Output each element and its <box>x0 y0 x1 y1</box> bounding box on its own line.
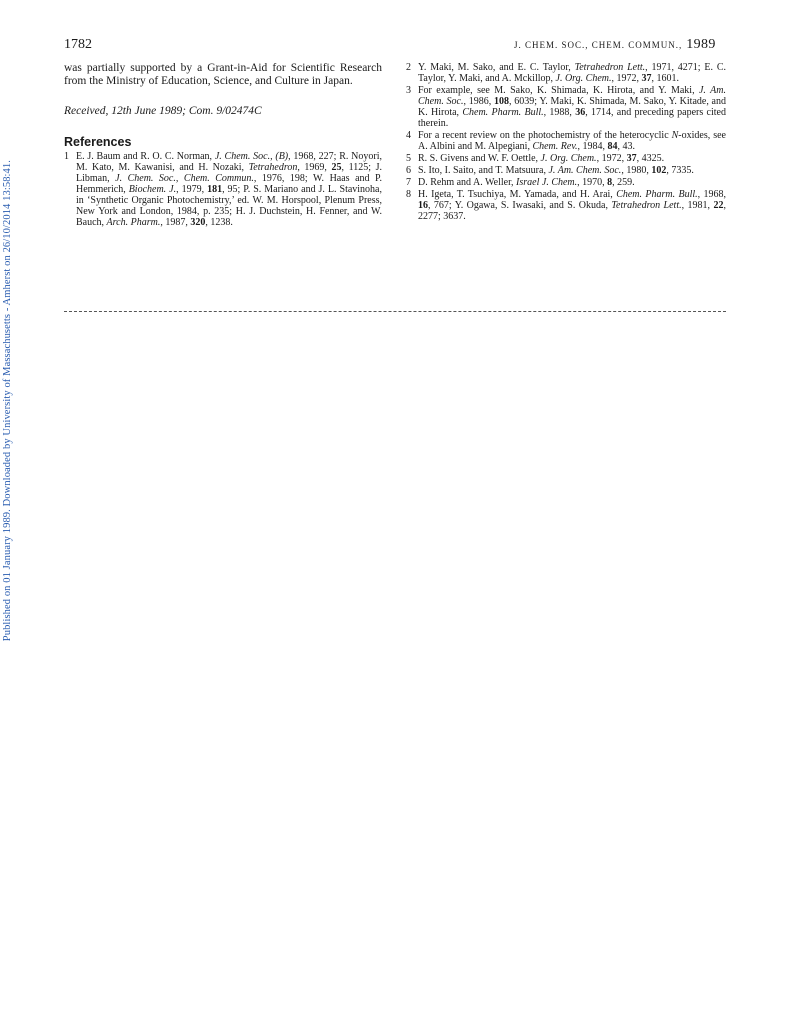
journal-name: J. CHEM. SOC., CHEM. COMMUN., <box>514 40 683 50</box>
reference-number: 4 <box>406 130 411 141</box>
reference-item <box>406 62 726 84</box>
reference-number: 7 <box>406 177 411 188</box>
reference-text: S. Ito, I. Saito, and T. Matsuura, J. Am. Chem. Soc., 1980, 102, 7335. <box>418 165 694 176</box>
received-line: Received, 12th June 1989; Com. 9/02474C <box>64 105 262 117</box>
right-column <box>406 62 726 223</box>
reference-text: D. Rehm and A. Weller, Israel J. Chem., 1970, 8, 259. <box>418 177 635 188</box>
reference-item <box>64 151 382 228</box>
journal-year: 1989 <box>686 37 716 52</box>
reference-item <box>406 189 726 222</box>
reference-text: For a recent review on the photochemistry of the heterocyclic N-oxides, see A. Albini and M. Alpegiani, Chem. Rev., 1984, 84, 43. <box>418 130 726 152</box>
reference-text: E. J. Baum and R. O. C. Norman, J. Chem. Soc., (B), 1968, 227; R. Noyori, M. Kato, M. Kawanisi, and H. Nozaki, Tetrahedron, 1969, 25, 1125; J. Libman, J. Chem. Soc., Chem. Commun., 1976, 198; W. Haas and P. Hemmerich, Biochem. J., 1979, 181, 95; P. S. Mariano and J. L. Stavinoha, in ‘Synthetic Organic Photochemistry,’ ed. W. M. Horspool, Plenum Press, New York and London, 1984, p. 235; H. J. Duchstein, H. Fenner, and W. Bauch, Arch. Pharm., 1987, 320, 1238. <box>76 151 383 228</box>
reference-item <box>406 153 726 164</box>
page-number: 1782 <box>64 37 92 52</box>
reference-item <box>406 177 726 188</box>
reference-number: 8 <box>406 189 411 200</box>
reference-item <box>406 165 726 176</box>
left-column <box>64 62 382 229</box>
references-heading: References <box>64 135 132 149</box>
reference-number: 2 <box>406 62 411 73</box>
reference-text: Y. Maki, M. Sako, and E. C. Taylor, Tetrahedron Lett., 1971, 4271; E. C. Taylor, Y. Maki, and A. Mckillop, J. Org. Chem., 1972, 37, 1601. <box>418 62 726 84</box>
running-header <box>514 37 716 53</box>
references-list-right <box>406 62 726 222</box>
reference-number: 3 <box>406 85 411 96</box>
page-divider-rule <box>64 311 726 312</box>
download-provenance-note: Published on 01 January 1989. Downloaded by University of Massachusetts - Amherst on 26/10/2014 13:58:41. <box>2 160 13 642</box>
reference-text: R. S. Givens and W. F. Oettle, J. Org. Chem., 1972, 37, 4325. <box>418 153 665 164</box>
reference-number: 1 <box>64 151 69 162</box>
reference-item <box>406 85 726 129</box>
reference-number: 5 <box>406 153 411 164</box>
reference-text: For example, see M. Sako, K. Shimada, K. Hirota, and Y. Maki, J. Am. Chem. Soc., 1986, 108, 6039; Y. Maki, K. Shimada, M. Sako, Y. Kitade, and K. Hirota, Chem. Pharm. Bull., 1988, 36, 1714, and preceding papers cited therein. <box>418 85 726 129</box>
reference-text: H. Igeta, T. Tsuchiya, M. Yamada, and H. Arai, Chem. Pharm. Bull., 1968, 16, 767; Y. Ogawa, S. Iwasaki, and S. Okuda, Tetrahedron Lett., 1981, 22, 2277; 3637. <box>418 189 727 222</box>
reference-item <box>406 130 726 152</box>
acknowledgement-paragraph: was partially supported by a Grant-in-Aid for Scientific Research from the Ministry of Education, Science, and Culture in Japan. <box>64 62 382 87</box>
references-list-left <box>64 151 382 228</box>
reference-number: 6 <box>406 165 411 176</box>
